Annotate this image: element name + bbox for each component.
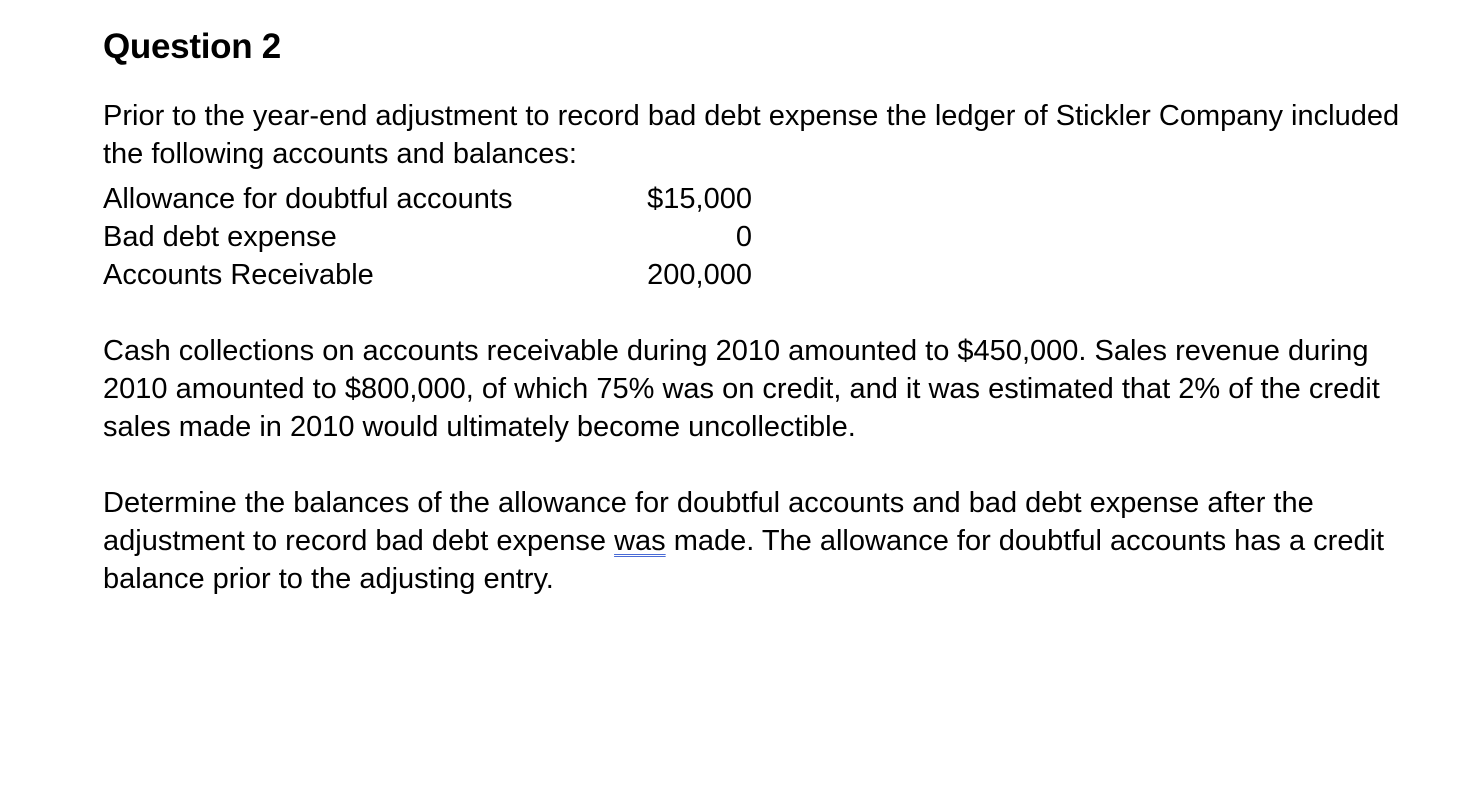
account-name: Bad debt expense	[103, 221, 337, 253]
balance-row	[103, 218, 752, 256]
account-name: Allowance for doubtful accounts	[103, 183, 513, 215]
account-amount: 200,000	[647, 259, 752, 291]
balance-row	[103, 180, 752, 218]
intro-paragraph: Prior to the year-end adjustment to record bad debt expense the ledger of Stickler Company included the following accounts and balances:	[103, 100, 1400, 170]
determine-text-end: made. The allowance for doubtful accounts has a credit balance prior to the adjusting entry.	[103, 525, 1385, 595]
account-amount: 0	[735, 221, 752, 253]
document	[103, 22, 1403, 598]
cash-collections-paragraph: Cash collections on accounts receivable during 2010 amounted to $450,000. Sales revenue during 2010 amounted to $800,000, of which 75% was on credit, and it was estimated that 2% of the credit sales made in 2010 would ultimately become uncollectible.	[103, 335, 1380, 443]
account-name: Accounts Receivable	[103, 259, 374, 291]
question-title: Question 2	[103, 27, 281, 66]
account-amount: $15,000	[647, 183, 752, 215]
balance-row	[103, 256, 752, 294]
grammar-flagged-word[interactable]: was	[614, 525, 666, 557]
determine-paragraph	[103, 484, 1403, 598]
balances-table	[103, 180, 752, 294]
determine-text-start: Determine the balances of the allowance for doubtful accounts and bad debt expense after the adjustment to record bad debt expense	[103, 487, 1314, 557]
